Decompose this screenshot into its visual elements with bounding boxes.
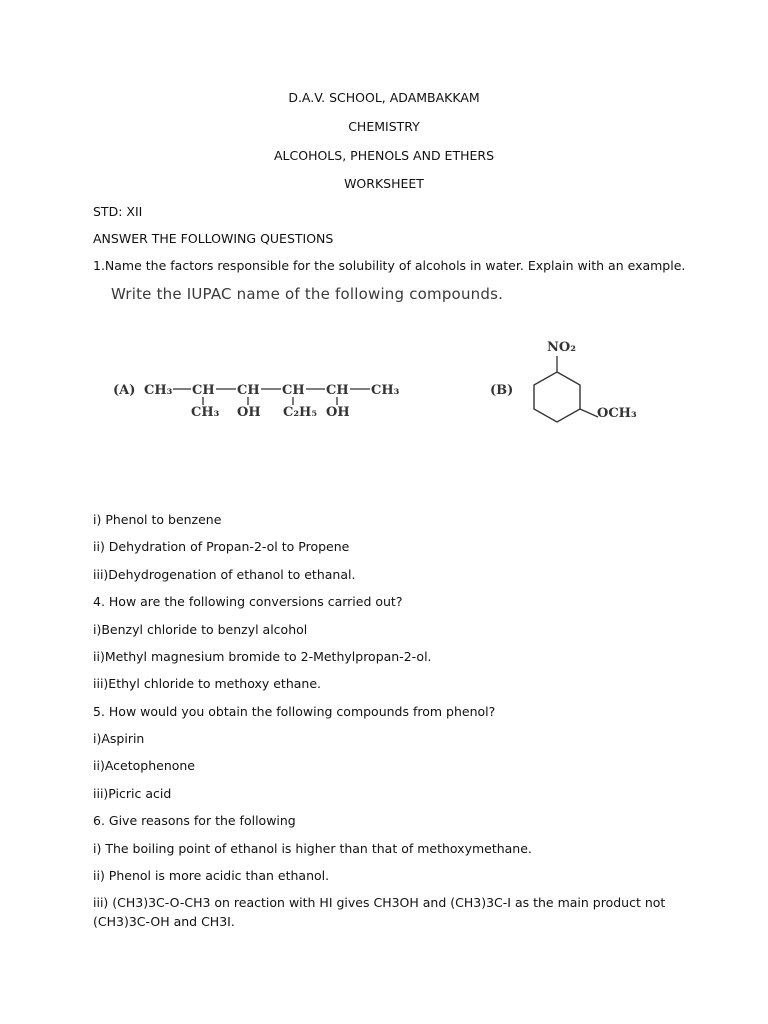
compound-b-label: (B) (490, 383, 514, 398)
question-4: 4. How are the following conversions carried out? (93, 594, 403, 609)
item-line: i) The boiling point of ethanol is higher than that of methoxymethane. (93, 841, 532, 856)
compound-a-c2: CH (192, 383, 215, 398)
question-6: 6. Give reasons for the following (93, 813, 296, 828)
item-line: ii)Methyl magnesium bromide to 2-Methylpropan-2-ol. (93, 649, 432, 664)
compound-a-c3: CH (237, 383, 260, 398)
instruction-text: ANSWER THE FOLLOWING QUESTIONS (93, 231, 334, 246)
item-line: ii) Phenol is more acidic than ethanol. (93, 868, 330, 883)
item-line: iii)Dehydrogenation of ethanol to ethanal. (93, 567, 356, 582)
compound-a-substituent-hydroxyl-2: OH (326, 405, 350, 420)
structural-formulas-figure (0, 310, 768, 480)
compound-a-c1: CH₃ (144, 383, 173, 398)
compound-a-c5: CH (326, 383, 349, 398)
item-line-multiline: iii) (CH3)3C-O-CH3 on reaction with HI gives CH3OH and (CH3)3C-I as the main product not (CH3)3C-OH and CH3I. (93, 895, 666, 929)
question-5: 5. How would you obtain the following compounds from phenol? (93, 704, 496, 719)
item-line: ii)Acetophenone (93, 758, 195, 773)
item-line: ii) Dehydration of Propan-2-ol to Propene (93, 539, 350, 554)
figure-title: Write the IUPAC name of the following compounds. (111, 285, 504, 303)
compound-a-substituent-methyl: CH₃ (191, 405, 220, 420)
compound-a-substituent-hydroxyl-1: OH (237, 405, 261, 420)
school-name: D.A.V. SCHOOL, ADAMBAKKAM (288, 90, 480, 105)
item-line: i)Aspirin (93, 731, 145, 746)
chapter-title: ALCOHOLS, PHENOLS AND ETHERS (273, 148, 494, 163)
document-type: WORKSHEET (344, 176, 424, 191)
cyclohexane-ring (534, 372, 580, 422)
compound-a-c4: CH (282, 383, 305, 398)
compound-b-methoxy-group: OCH₃ (597, 406, 637, 421)
standard-label: STD: XII (93, 204, 143, 219)
question-1: 1.Name the factors responsible for the solubility of alcohols in water. Explain with an example. (93, 258, 686, 273)
item-line: iii)Ethyl chloride to methoxy ethane. (93, 676, 321, 691)
compound-a-substituent-ethyl: C₂H₅ (283, 405, 318, 420)
compound-a-label: (A) (113, 383, 136, 398)
compound-b-nitro-group: NO₂ (547, 340, 576, 355)
compound-a-c6: CH₃ (371, 383, 400, 398)
item-line: iii)Picric acid (93, 786, 172, 801)
item-line: i) Phenol to benzene (93, 512, 222, 527)
subject-title: CHEMISTRY (348, 119, 420, 134)
item-line: i)Benzyl chloride to benzyl alcohol (93, 622, 308, 637)
